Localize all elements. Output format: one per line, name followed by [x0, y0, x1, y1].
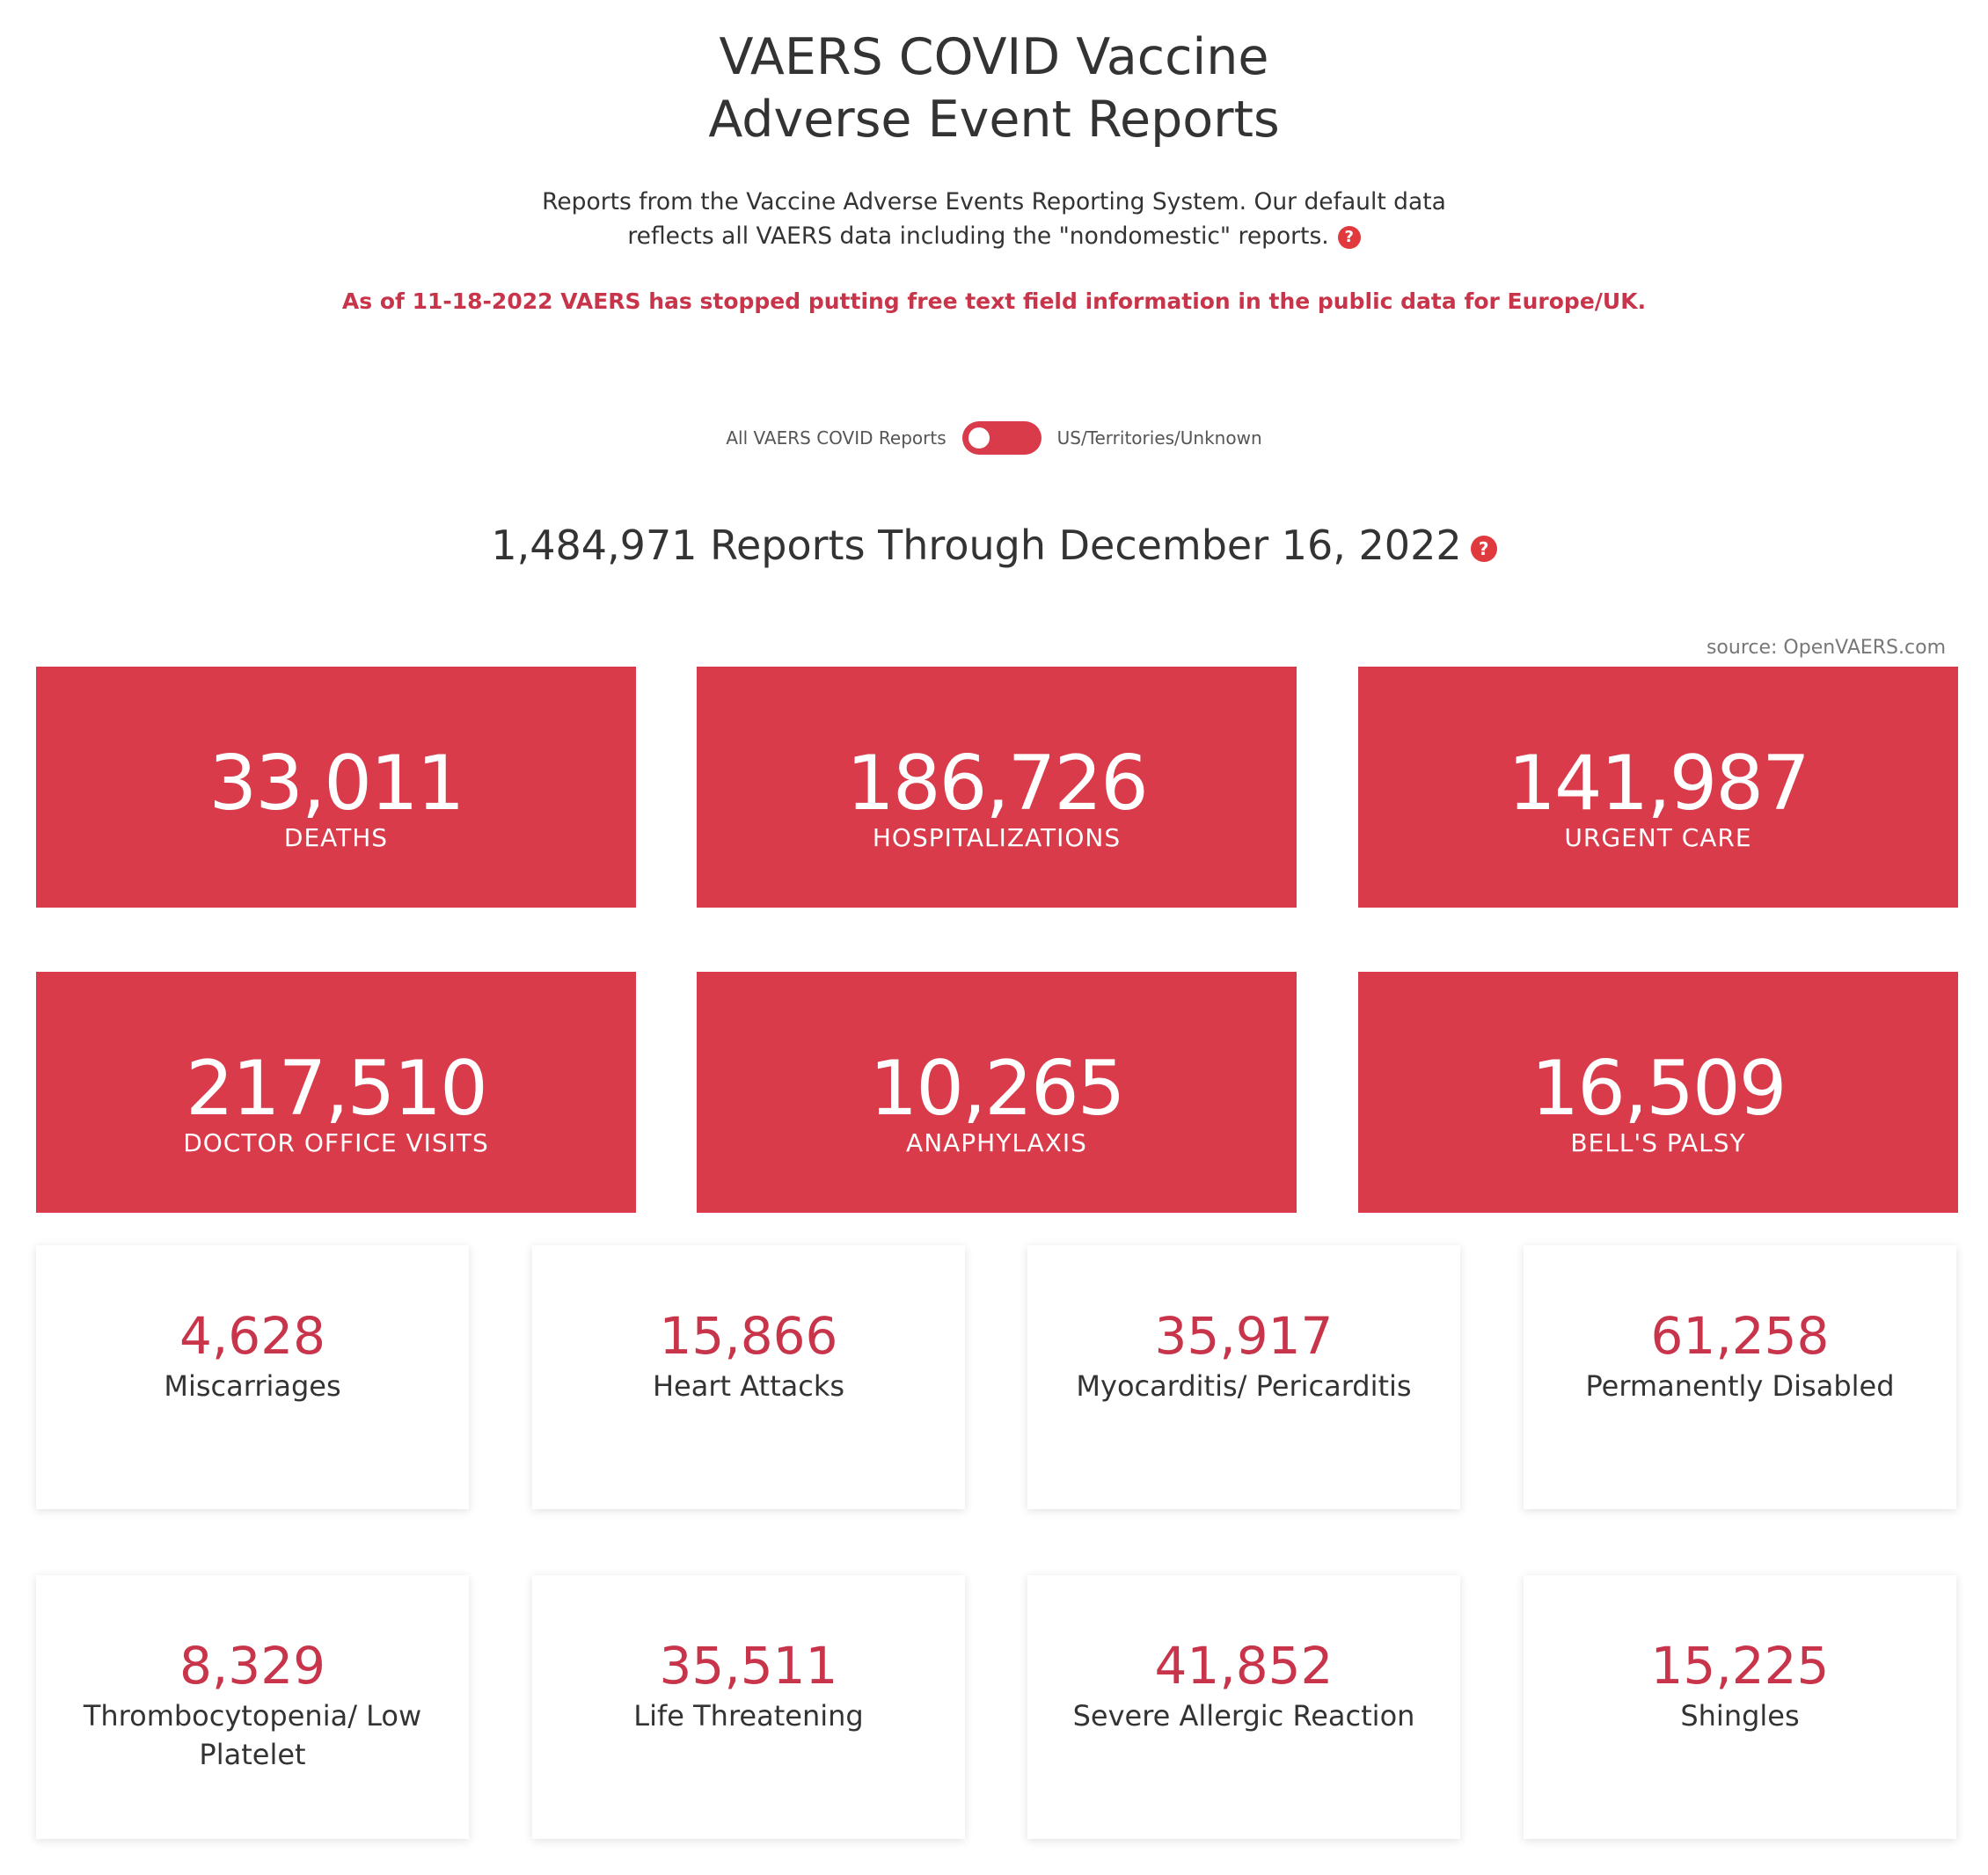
stat-card-bells-palsy[interactable] — [1358, 972, 1958, 1213]
stat-value: 141,987 — [1508, 740, 1809, 828]
stat-label: DEATHS — [283, 823, 389, 852]
reports-through-text: 1,484,971 Reports Through December 16, 2022 — [491, 522, 1462, 569]
stat-card-miscarriages[interactable] — [36, 1245, 469, 1509]
stat-value: 35,917 — [1154, 1306, 1334, 1366]
stat-label: Myocarditis/ Pericarditis — [1076, 1369, 1412, 1403]
stat-value: 15,866 — [659, 1306, 838, 1366]
stat-value: 217,510 — [186, 1045, 486, 1133]
stat-card-permanently-disabled[interactable] — [1524, 1245, 1956, 1509]
stat-label: Shingles — [1680, 1699, 1800, 1733]
stat-label: Life Threatening — [633, 1699, 864, 1733]
source-credit: source: OpenVAERS.com — [1706, 637, 1946, 659]
stat-label: Severe Allergic Reaction — [1072, 1699, 1415, 1733]
data-scope-toggle-switch[interactable] — [962, 421, 1042, 455]
intro-line2-text: reflects all VAERS data including the "nondomestic" reports. — [627, 223, 1329, 250]
stat-value: 4,628 — [179, 1306, 326, 1366]
stat-value: 33,011 — [208, 740, 464, 828]
stat-label: Thrombocytopenia/ Low Platelet — [83, 1699, 422, 1771]
stat-card-hospitalizations[interactable] — [697, 667, 1297, 908]
stat-value: 16,509 — [1531, 1045, 1786, 1133]
page-title-line2: Adverse Event Reports — [708, 91, 1280, 149]
toggle-right-label[interactable]: US/Territories/Unknown — [1056, 427, 1262, 449]
data-scope-toggle-row — [0, 420, 1988, 456]
intro-line1: Reports from the Vaccine Adverse Events Reporting System. Our default data — [542, 188, 1446, 215]
stat-card-myocarditis[interactable] — [1027, 1245, 1460, 1509]
stat-value: 41,852 — [1154, 1636, 1334, 1696]
stat-value: 186,726 — [846, 740, 1147, 828]
intro-text — [510, 185, 1478, 253]
help-icon[interactable]: ? — [1471, 536, 1497, 562]
stat-value: 8,329 — [179, 1636, 326, 1696]
page-title — [0, 26, 1988, 151]
stat-label: BELL'S PALSY — [1570, 1128, 1746, 1157]
stat-label: ANAPHYLAXIS — [906, 1128, 1087, 1157]
stat-value: 61,258 — [1650, 1306, 1830, 1366]
stat-value: 15,225 — [1650, 1636, 1830, 1696]
stat-label: Miscarriages — [164, 1369, 341, 1403]
toggle-left-label[interactable]: All VAERS COVID Reports — [726, 427, 946, 449]
stat-card-thrombocytopenia[interactable] — [36, 1575, 469, 1839]
help-icon[interactable]: ? — [1338, 226, 1361, 249]
stat-card-heart-attacks[interactable] — [532, 1245, 965, 1509]
intro-line2 — [510, 219, 1478, 253]
stat-label: HOSPITALIZATIONS — [872, 823, 1122, 852]
stat-card-anaphylaxis[interactable] — [697, 972, 1297, 1213]
stat-label: DOCTOR OFFICE VISITS — [183, 1128, 489, 1157]
page-title-line1: VAERS COVID Vaccine — [719, 28, 1269, 86]
toggle-knob — [968, 427, 990, 449]
stat-value: 10,265 — [869, 1045, 1124, 1133]
stat-card-deaths[interactable] — [36, 667, 636, 908]
stat-card-urgent-care[interactable] — [1358, 667, 1958, 908]
stat-label: URGENT CARE — [1564, 823, 1752, 852]
stat-card-shingles[interactable] — [1524, 1575, 1956, 1839]
stat-card-life-threatening[interactable] — [532, 1575, 965, 1839]
reports-through-heading — [0, 519, 1988, 572]
notice-banner: As of 11-18-2022 VAERS has stopped putting free text field information in the public data for Europe/UK. — [341, 288, 1647, 314]
stat-label: Heart Attacks — [652, 1369, 845, 1403]
stat-value: 35,511 — [659, 1636, 838, 1696]
stat-label: Permanently Disabled — [1585, 1369, 1895, 1403]
stat-card-doctor-office-visits[interactable] — [36, 972, 636, 1213]
stat-card-severe-allergic-reaction[interactable] — [1027, 1575, 1460, 1839]
